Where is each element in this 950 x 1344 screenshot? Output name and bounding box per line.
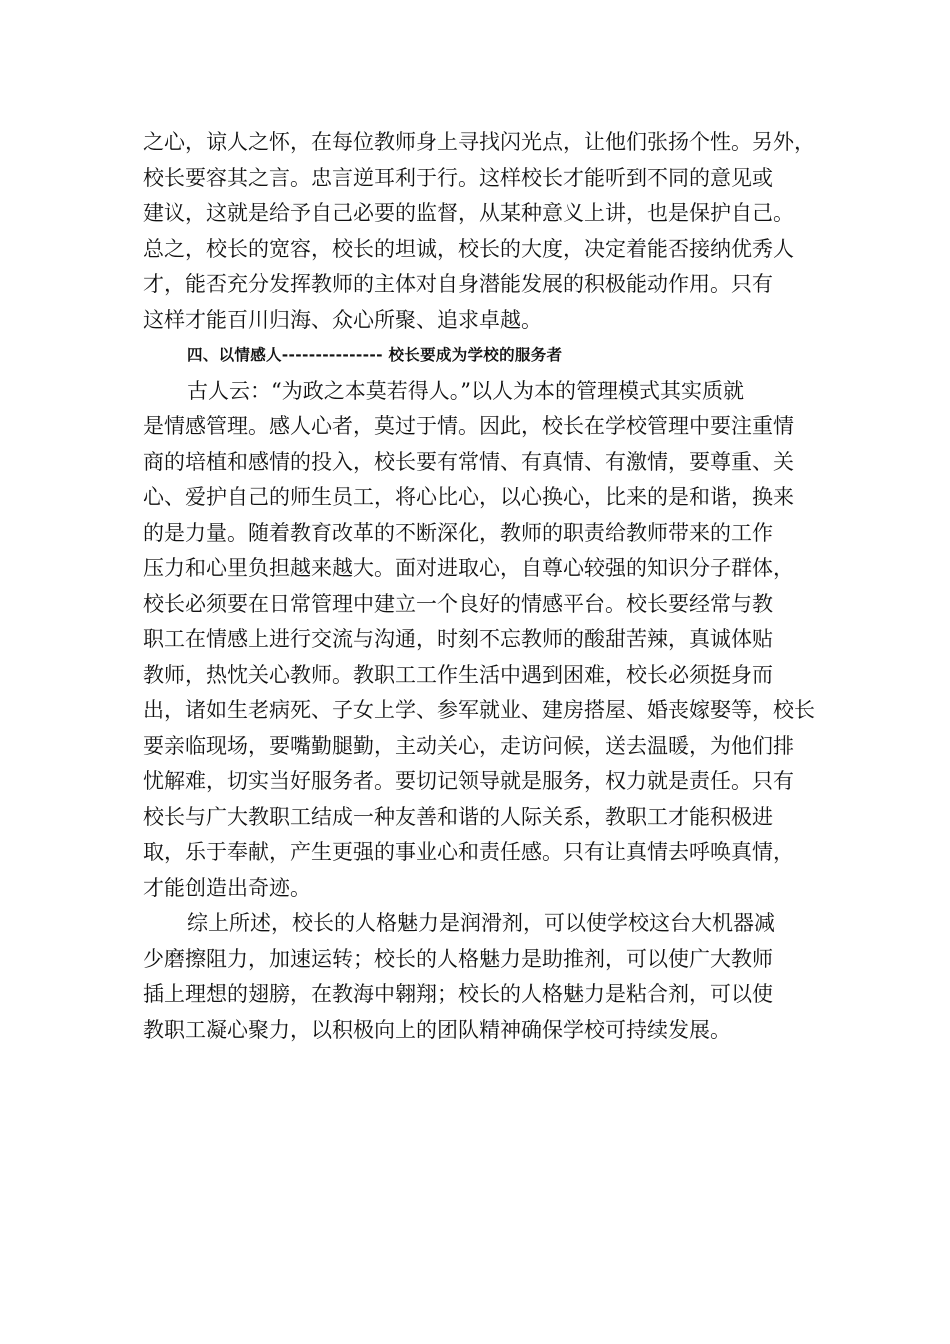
paragraph-line: 这样才能百川归海、众心所聚、追求卓越。 <box>143 307 542 332</box>
paragraph-line: 商的培植和感情的投入，校长要有常情、有真情、有激情，要尊重、关 <box>143 449 794 474</box>
paragraph-line: 忧解难，切实当好服务者。要切记领导就是服务，权力就是责任。只有 <box>143 769 794 793</box>
paragraph-line: 教师，热忱关心教师。教职工工作生活中遇到困难，校长必须挺身而 <box>143 662 773 687</box>
paragraph-line: 古人云：“为政之本莫若得人。”以人为本的管理模式其实质就 <box>187 378 744 403</box>
paragraph-2 <box>143 374 815 907</box>
paragraph-line: 校长与广大教职工结成一种友善和谐的人际关系，教职工才能积极进 <box>143 804 773 829</box>
paragraph-line: 要亲临现场，要嘴勤腿勤，主动关心，走访问候，送去温暖，为他们排 <box>143 733 794 758</box>
paragraph-line: 建议，这就是给予自己必要的监督，从某种意义上讲，也是保护自己。 <box>143 201 794 225</box>
paragraph-line: 职工在情感上进行交流与沟通，时刻不忘教师的酸甜苦辣，真诚体贴 <box>143 627 773 651</box>
section-heading: 四、以情感人--------------- 校长要成为学校的服务者 <box>187 346 563 364</box>
paragraph-line: 取，乐于奉献，产生更强的事业心和责任感。只有让真情去呼唤真情， <box>143 840 794 864</box>
paragraph-line: 插上理想的翅膀，在教海中翱翔；校长的人格魅力是粘合剂，可以使 <box>143 982 773 1006</box>
paragraph-line: 压力和心里负担越来越大。面对进取心，自尊心较强的知识分子群体， <box>143 556 794 580</box>
paragraph-line: 才能创造出奇迹。 <box>143 875 311 900</box>
paragraph-3 <box>143 906 815 1048</box>
paragraph-line: 的是力量。随着教育改革的不断深化，教师的职责给教师带来的工作 <box>143 520 773 545</box>
paragraph-line: 之心，谅人之怀，在每位教师身上寻找闪光点，让他们张扬个性。另外， <box>143 130 815 154</box>
paragraph-line: 才，能否充分发挥教师的主体对自身潜能发展的积极能动作用。只有 <box>143 272 773 296</box>
paragraph-line: 心、爱护自己的师生员工，将心比心，以心换心，比来的是和谐，换来 <box>143 485 794 509</box>
paragraph-line: 教职工凝心聚力，以积极向上的团队精神确保学校可持续发展。 <box>143 1017 731 1042</box>
document-body <box>143 125 815 1048</box>
paragraph-line: 出，诸如生老病死、子女上学、参军就业、建房搭屋、婚丧嫁娶等，校长 <box>143 698 815 722</box>
paragraph-line: 综上所述，校长的人格魅力是润滑剂，可以使学校这台大机器减 <box>187 911 775 935</box>
paragraph-line: 是情感管理。感人心者，莫过于情。因此，校长在学校管理中要注重情 <box>143 414 794 438</box>
paragraph-line: 校长要容其之言。忠言逆耳利于行。这样校长才能听到不同的意见或 <box>143 165 773 190</box>
paragraph-line: 校长必须要在日常管理中建立一个良好的情感平台。校长要经常与教 <box>143 591 773 616</box>
paragraph-line: 少磨擦阻力，加速运转；校长的人格魅力是助推剂，可以使广大教师 <box>143 946 773 971</box>
paragraph-line: 总之，校长的宽容，校长的坦诚，校长的大度，决定着能否接纳优秀人 <box>143 236 794 261</box>
paragraph-1 <box>143 125 815 338</box>
